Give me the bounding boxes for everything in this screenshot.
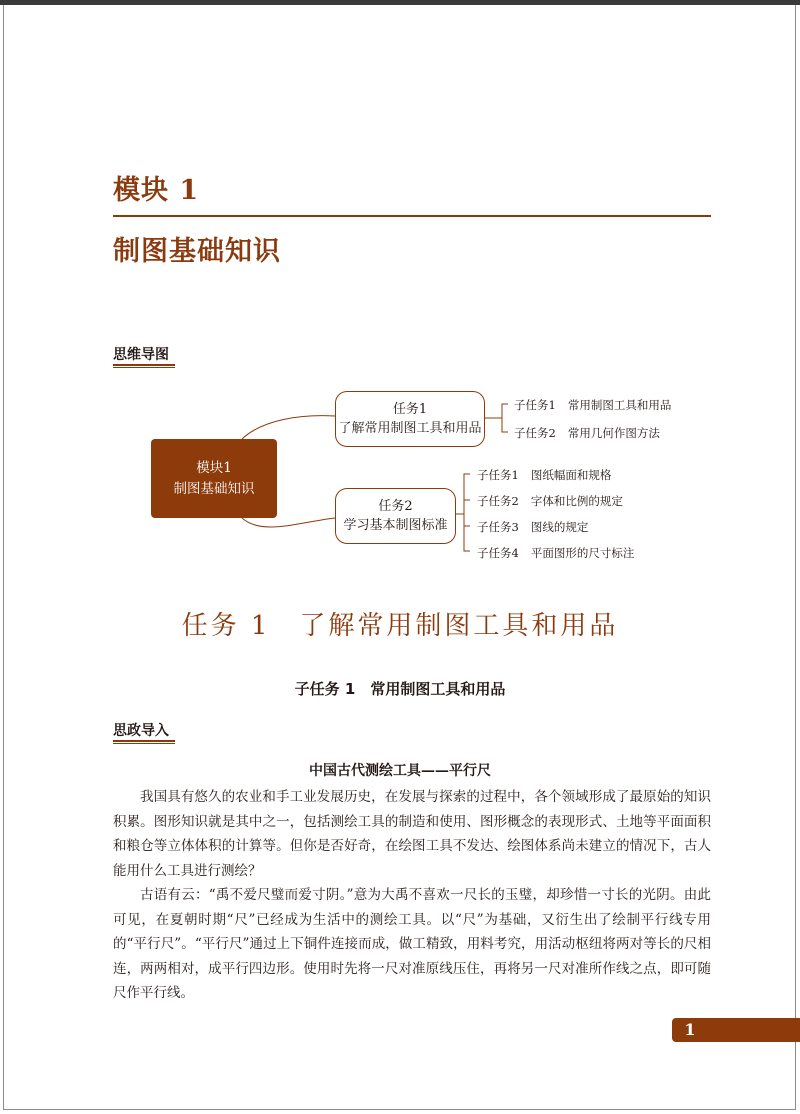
root-line2: 制图基础知识 [173, 480, 255, 497]
article-title: 中国古代测绘工具——平行尺 [309, 763, 491, 779]
intro-section-label: 思政导入 [113, 723, 169, 739]
subtask-text: 平面图形的尺寸标注 [530, 546, 635, 560]
module-title: 制图基础知识 [113, 236, 281, 267]
task2-line1: 任务2 [378, 499, 413, 514]
intro-label-underline [113, 740, 175, 744]
mindmap-section-label: 思维导图 [113, 347, 169, 363]
mindmap-subtask [477, 519, 588, 535]
mindmap-subtask [514, 425, 660, 441]
subtask-heading: 子任务 1 常用制图工具和用品 [294, 680, 506, 698]
subtask-number: 子任务4 [477, 546, 519, 560]
mindmap-root-node [151, 439, 277, 518]
subtask-number: 子任务2 [514, 426, 556, 440]
subtask-text: 字体和比例的规定 [530, 494, 623, 508]
subtask-number: 子任务1 [514, 398, 556, 412]
article-paragraph: 我国具有悠久的农业和手工业发展历史，在发展与探索的过程中，各个领域形成了最原始的知识积累。图形知识就是其中之一，包括测绘工具的制造和使用、图形概念的表现形式、土地等平面面积和粮仓等立体体积的计算等。但你是否好奇，在绘图工具不发达、绘图体系尚未建立的情况下，古人能用什么工具进行测绘？ [113, 789, 711, 879]
subtask-number: 子任务1 [477, 468, 519, 482]
task2-line2: 学习基本制图标准 [343, 518, 448, 533]
subtask-text: 图线的规定 [530, 520, 589, 534]
task1-line1: 任务1 [392, 402, 428, 417]
subtask-text: 常用几何作图方法 [567, 426, 660, 440]
subtask-text: 图纸幅面和规格 [530, 468, 612, 482]
mindmap-subtask [477, 493, 623, 509]
article-paragraph: 古语有云：“禹不爱尺璧而爱寸阴。”意为大禹不喜欢一尺长的玉璧，却珍惜一寸长的光阴。由此可见，在夏朝时期“尺”已经成为生活中的测绘工具。以“尺”为基础，又衍生出了绘制平行线专用的“平行尺”。“平行尺”通过上下铜件连接而成，做工精致，用料考究，用活动枢纽将两对等长的尺相连，两两相对，成平行四边形。使用时先将一尺对准原线压住，再将另一尺对准所作线之点，即可随尺作平行线。 [113, 887, 711, 1002]
mindmap-subtask [477, 467, 611, 483]
subtask-text: 常用制图工具和用品 [567, 398, 672, 412]
mindmap-task1-node [335, 391, 485, 447]
subtask-number: 子任务2 [477, 494, 519, 508]
module-number: 模块 1 [113, 175, 200, 206]
page-number: 1 [684, 1020, 696, 1039]
mindmap-subtask [514, 397, 671, 413]
root-line1: 模块1 [196, 459, 232, 476]
mindmap-task2-node [335, 488, 456, 544]
task-heading: 任务 1 了解常用制图工具和用品 [181, 611, 619, 641]
mindmap-subtask [477, 545, 634, 561]
subtask-number: 子任务3 [477, 520, 519, 534]
task1-line2: 了解常用制图工具和用品 [338, 421, 482, 436]
